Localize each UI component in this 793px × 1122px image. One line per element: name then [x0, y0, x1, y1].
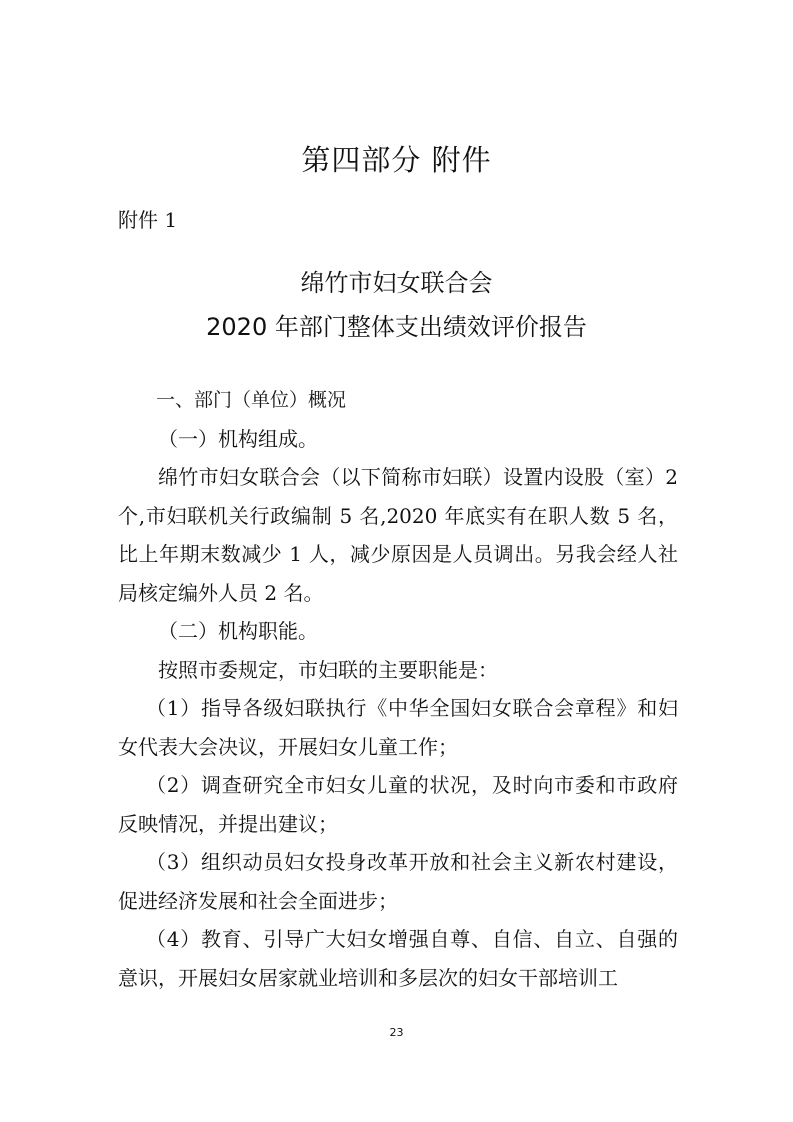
- page-number: 23: [389, 1026, 404, 1039]
- paragraph-org: 绵竹市妇女联合会（以下简称市妇联）设置内设股（室）2 个,市妇联机关行政编制 5 名,2020 年底实有在职人数 5 名，比上年期末数减少 1 人，减少原因是人员调出。另我会经人社局核定编外人员 2 名。: [118, 465, 678, 605]
- function-item-1: （1）指导各级妇联执行《中华全国妇女联合会章程》和妇女代表大会决议，开展妇女儿童工作；: [118, 696, 678, 759]
- page-title: 第四部分 附件: [301, 143, 492, 177]
- subsection-heading-functions: （二）机构职能。: [158, 619, 318, 643]
- function-item-4: （4）教育、引导广大妇女增强自尊、自信、自立、自强的意识，开展妇女居家就业培训和多层次的妇女干部培训工: [118, 927, 678, 990]
- attachment-label: 附件 1: [118, 208, 178, 232]
- report-title-line-2: 2020 年部门整体支出绩效评价报告: [206, 313, 587, 341]
- section-heading: 一、部门（单位）概况: [156, 389, 347, 411]
- document-body: [118, 381, 678, 997]
- paragraph-functions-intro: 按照市委规定，市妇联的主要职能是：: [158, 657, 498, 682]
- function-item-3: （3）组织动员妇女投身改革开放和社会主义新农村建设，促进经济发展和社会全面进步；: [118, 850, 678, 913]
- subsection-heading-org: （一）机构组成。: [158, 426, 318, 451]
- report-title-line-1: 绵竹市妇女联合会: [300, 269, 493, 297]
- function-item-2: （2）调查研究全市妇女儿童的状况，及时向市委和市政府反映情况，并提出建议；: [118, 773, 678, 836]
